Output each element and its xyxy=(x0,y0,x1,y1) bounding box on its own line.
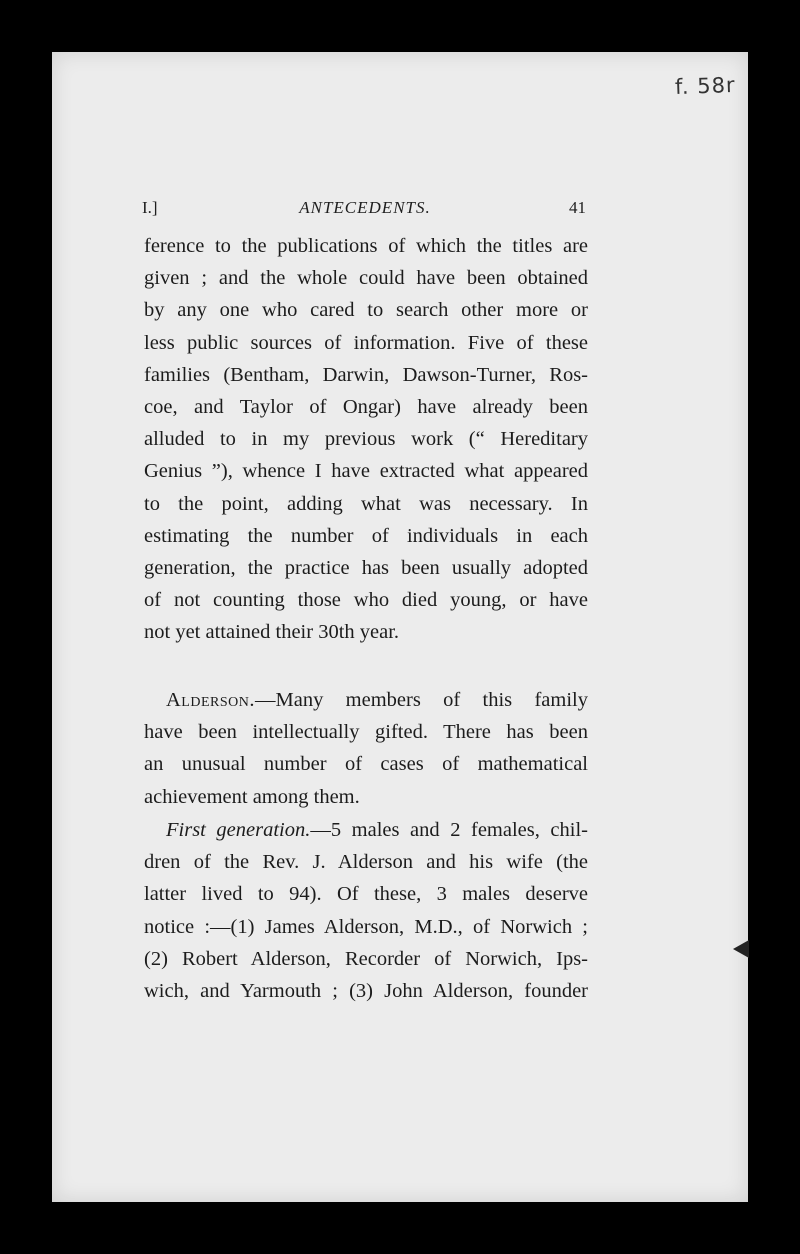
text-line: to the point, adding what was necessary. In xyxy=(144,492,588,515)
text-line: an unusual number of cases of mathematical xyxy=(144,753,588,776)
text-line: coe, and Taylor of Ongar) have already been xyxy=(144,396,588,419)
text-line: not yet attained their 30th year. xyxy=(144,621,400,644)
text-line: Genius ”), whence I have extracted what appeared xyxy=(144,460,588,483)
text-line: dren of the Rev. J. Alderson and his wife (the xyxy=(144,851,588,874)
text-line: less public sources of information. Five of these xyxy=(144,331,588,354)
running-head xyxy=(142,198,588,222)
family-name-heading: Alderson. xyxy=(166,689,255,711)
chapter-number: I.] xyxy=(142,198,158,217)
text-line: estimating the number of individuals in each xyxy=(144,524,588,547)
paragraph-sources xyxy=(144,230,588,649)
text-line: wich, and Yarmouth ; (3) John Alderson, founder xyxy=(144,980,588,1003)
text-line xyxy=(144,814,588,846)
running-head-title: ANTECEDENTS. xyxy=(299,198,431,217)
text-line: given ; and the whole could have been obtained xyxy=(144,267,588,290)
text-line: notice :—(1) James Alderson, M.D., of Norwich ; xyxy=(144,915,588,938)
paragraph-first-generation xyxy=(144,814,588,1007)
text-line: ference to the publications of which the titles are xyxy=(144,235,588,257)
text-line: (2) Robert Alderson, Recorder of Norwich, Ips- xyxy=(144,947,588,970)
page-number: 41 xyxy=(569,198,586,217)
text-line: of not counting those who died young, or have xyxy=(144,589,588,612)
text-line: by any one who cared to search other more or xyxy=(144,299,588,322)
text-line: alluded to in my previous work (“ Hereditary xyxy=(144,428,588,451)
text-line: generation, the practice has been usually adopted xyxy=(144,557,588,580)
text-run: —Many members of this family xyxy=(255,689,588,711)
page-edge-tab xyxy=(733,940,749,958)
generation-heading: First generation. xyxy=(166,819,311,841)
paragraph-alderson xyxy=(144,684,588,813)
text-run: —5 males and 2 females, chil- xyxy=(310,819,588,841)
text-line xyxy=(144,684,588,716)
text-line: families (Bentham, Darwin, Dawson-Turner, Ros- xyxy=(144,363,588,386)
text-line: latter lived to 94). Of these, 3 males deserve xyxy=(144,883,588,906)
manuscript-folio-note: f. 58r xyxy=(674,72,736,100)
text-line: achievement among them. xyxy=(144,785,360,808)
text-line: have been intellectually gifted. There has been xyxy=(144,721,588,744)
